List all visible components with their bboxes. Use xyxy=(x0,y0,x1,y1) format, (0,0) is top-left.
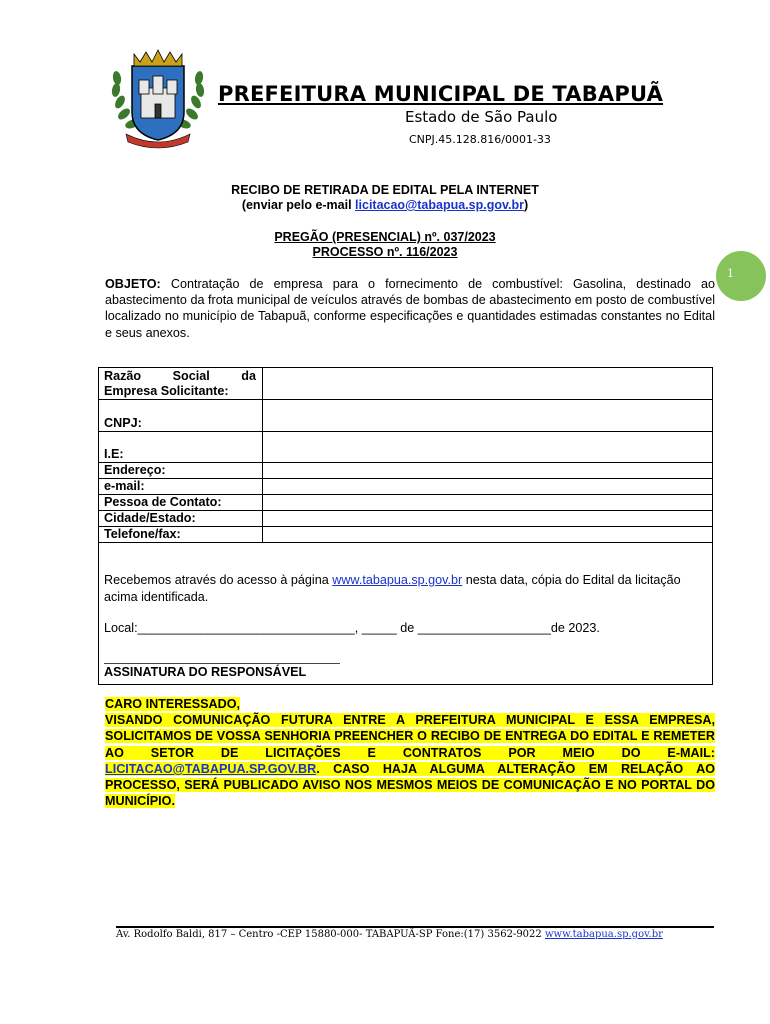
form-row-divider xyxy=(98,526,713,527)
form-row-divider xyxy=(98,462,713,463)
tender-email-link[interactable]: licitacao@tabapua.sp.gov.br xyxy=(355,198,524,212)
interested-party-notice xyxy=(105,696,715,809)
notice-email-link[interactable]: LICITACAO@TABAPUA.SP.GOV.BR xyxy=(105,761,317,776)
state-name: Estado de São Paulo xyxy=(405,108,558,126)
form-row-divider xyxy=(98,478,713,479)
processo-number: PROCESSO nº. 116/2023 xyxy=(312,245,458,259)
footer-divider xyxy=(116,926,714,928)
send-instructions: (enviar pelo e-mail licitacao@tabapua.sp.gov.br) xyxy=(241,198,529,212)
notice-greeting: CARO INTERESSADO, xyxy=(105,697,241,711)
pregao-number: PREGÃO (PRESENCIAL) nº. 037/2023 xyxy=(274,230,496,244)
municipality-site-link[interactable]: www.tabapua.sp.gov.br xyxy=(332,573,463,587)
signature-label: ASSINATURA DO RESPONSÁVEL xyxy=(104,665,307,679)
cnpj-label: CNPJ: xyxy=(104,416,142,430)
company-name-label: Razão Social da Empresa Solicitante: xyxy=(104,369,256,398)
process-block xyxy=(150,230,620,260)
objeto-label: OBJETO: xyxy=(105,277,161,291)
receipt-title-block xyxy=(150,183,620,213)
footer-address: Av. Rodolfo Baldi, 817 – Centro -CEP 15880-000- TABAPUÃ-SP Fone:(17) 3562-9022 www.tabapua.sp.gov.br xyxy=(116,929,663,940)
municipal-crest-icon xyxy=(104,42,212,150)
page-number-badge: 1 xyxy=(716,251,766,301)
receipt-title: RECIBO DE RETIRADA DE EDITAL PELA INTERNET xyxy=(231,183,539,197)
form-column-divider xyxy=(262,367,263,542)
phone-fax-label: Telefone/fax: xyxy=(104,527,181,541)
local-date-line: Local:_______________________________, _____ de ___________________de 2023. xyxy=(104,621,600,635)
municipality-title: PREFEITURA MUNICIPAL DE TABAPUÃ xyxy=(218,82,664,106)
signature-line xyxy=(104,663,340,664)
email-label: e-mail: xyxy=(104,479,145,493)
contact-person-label: Pessoa de Contato: xyxy=(104,495,222,509)
city-state-label: Cidade/Estado: xyxy=(104,511,196,525)
municipality-cnpj: CNPJ.45.128.816/0001-33 xyxy=(409,133,551,146)
form-row-divider xyxy=(98,431,713,432)
address-label: Endereço: xyxy=(104,463,166,477)
notice-body: VISANDO COMUNICAÇÃO FUTURA ENTRE A PREFEITURA MUNICIPAL E ESSA EMPRESA, SOLICITAMOS DE VOSSA SENHORIA PREENCHER O RECIBO DE ENTREGA DO EDITAL E REMETER AO SETOR DE LICITAÇÕES E CONTRATOS POR MEIO DO E-MAIL: LICITACAO@TABAPUA.SP.GOV.BR. CASO HAJA ALGUMA ALTERAÇÃO EM RELAÇÃO AO PROCESSO, SERÁ PUBLICADO AVISO NOS MESMOS MEIOS DE COMUNICAÇÃO E NO PORTAL DO MUNICÍPIO. xyxy=(105,713,715,809)
objeto-text: Contratação de empresa para o fornecimento de combustível: Gasolina, destinado ao abastecimento da frota municipal de veículos através de bombas de abastecimento em posto de combustível localizado no município de Tabapuã, conforme especificações e quantidades estimadas constantes no Edital e seus anexos. xyxy=(105,277,715,340)
receipt-confirmation-text: Recebemos através do acesso à página www.tabapua.sp.gov.br nesta data, cópia do Edital da licitação acima identificada. xyxy=(104,573,681,604)
ie-label: I.E: xyxy=(104,447,124,461)
objeto-paragraph xyxy=(105,276,715,341)
form-row-divider xyxy=(98,399,713,400)
footer-site-link[interactable]: www.tabapua.sp.gov.br xyxy=(544,929,663,940)
